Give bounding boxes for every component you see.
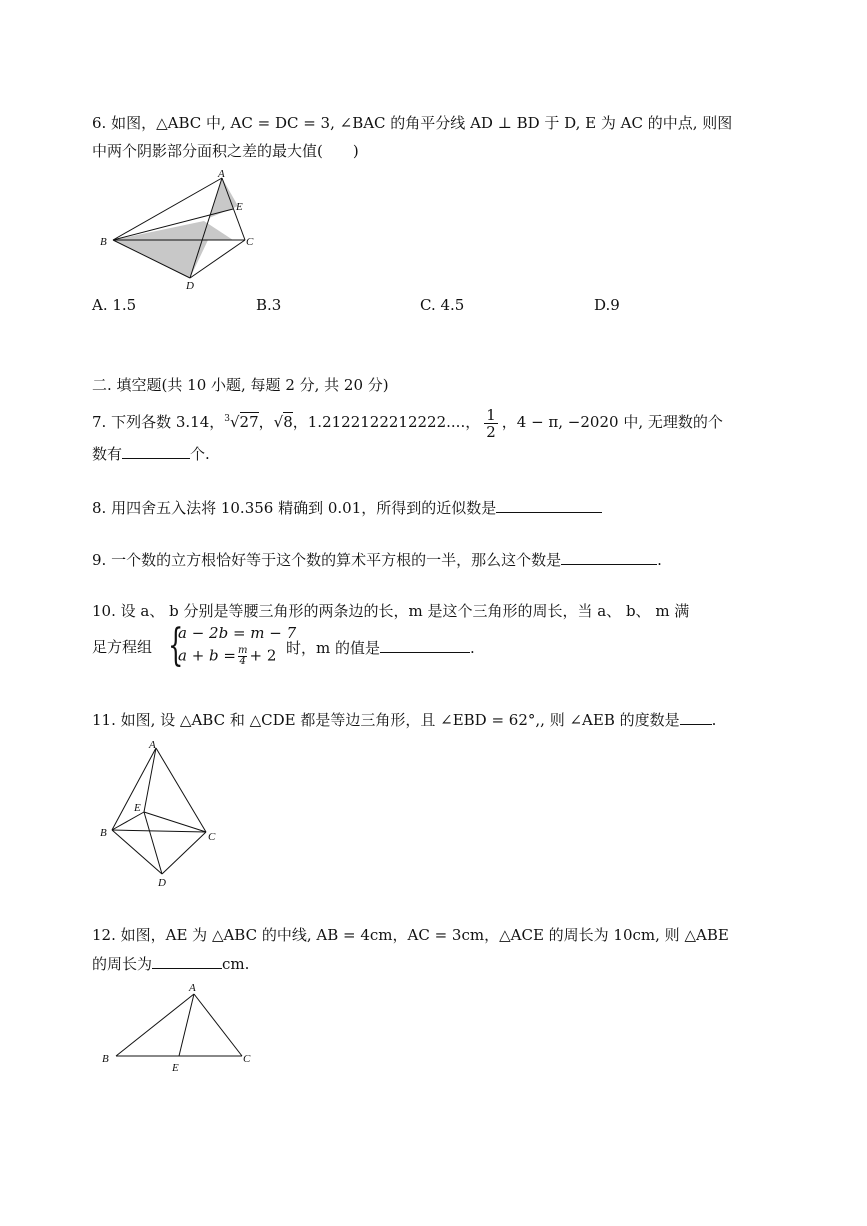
q10-line2-mid: 时，m 的值是	[286, 639, 380, 657]
q6-shaded-triangle-top	[209, 178, 238, 218]
q10-eq2-right: + 2	[249, 646, 277, 665]
q6-label-a: A	[218, 168, 225, 180]
q7-frac-num: 1	[486, 405, 496, 424]
q7-suffix: ，4 − π, −2020 中, 无理数的个	[501, 413, 723, 431]
q7-line2-suffix: 个.	[190, 445, 210, 463]
q7-sep: ，	[258, 413, 274, 431]
section-title: 二. 填空题(共 10 小题, 每题 2 分, 共 20 分)	[92, 376, 389, 394]
q12-label-e: E	[172, 1062, 179, 1074]
q12-line2-suffix: cm.	[222, 955, 250, 973]
q7-frac-den: 2	[486, 422, 496, 441]
q6-label-b: B	[100, 236, 107, 248]
q10-eq2-frac	[238, 646, 247, 667]
q12-figure	[96, 978, 266, 1074]
q8-text: 8. 用四舍五入法将 10.356 精确到 0.01，所得到的近似数是	[92, 499, 497, 517]
q6-label-c: C	[246, 236, 254, 248]
q8-line	[92, 496, 602, 519]
q12-label-a: A	[189, 982, 196, 994]
q7-line2-prefix: 数有	[92, 445, 123, 463]
q11-text: 11. 如图, 设 △ABC 和 △CDE 都是等边三角形，且 ∠EBD = 62°,, 则 ∠AEB 的度数是	[92, 711, 680, 729]
q6-label-e: E	[236, 201, 243, 213]
q7-line2	[92, 442, 210, 465]
q11-end: .	[711, 711, 717, 729]
q12-line2	[92, 952, 249, 975]
q12-label-c: C	[243, 1053, 251, 1065]
q12-label-b: B	[102, 1053, 109, 1065]
q7-answer-blank[interactable]	[122, 442, 190, 459]
q6-option-d[interactable]: D.9	[594, 296, 620, 314]
q11-label-a: A	[149, 739, 156, 751]
q6-line1: 6. 如图，△ABC 中, AC = DC = 3, ∠BAC 的角平分线 AD ⊥ BD 于 D, E 为 AC 的中点, 则图	[92, 114, 733, 132]
q6-option-b[interactable]: B.3	[256, 296, 282, 314]
q9-text: 9. 一个数的立方根恰好等于这个数的算术平方根的一半，那么这个数是	[92, 551, 562, 569]
q7-sqrt-sign: √	[273, 413, 284, 431]
q11-answer-blank[interactable]	[680, 708, 712, 725]
q7-cuberoot-value: 27	[239, 413, 259, 431]
q9-line	[92, 548, 662, 571]
q10-line2-tail	[286, 636, 475, 659]
q7-cuberoot-sign: √	[229, 413, 240, 431]
q11-label-e: E	[134, 802, 141, 814]
q11-figure	[96, 736, 226, 892]
q6-option-c[interactable]: C. 4.5	[420, 296, 465, 314]
q9-answer-blank[interactable]	[561, 548, 657, 565]
q10-eq2-den: 4	[239, 656, 246, 667]
q7-root-index: 3	[224, 414, 230, 424]
q10-answer-blank[interactable]	[380, 636, 470, 653]
q7-mid: ，1.2122122212222....，	[292, 413, 481, 431]
q6-line2: 中两个阴影部分面积之差的最大值( )	[92, 142, 359, 160]
q10-eq2	[178, 646, 276, 667]
q7-sqrt-value: 8	[283, 413, 293, 431]
q12-line2-prefix: 的周长为	[92, 955, 153, 973]
q10-eq2-num: m	[238, 645, 248, 656]
q7-prefix: 7. 下列各数 3.14，	[92, 413, 225, 431]
q8-answer-blank[interactable]	[496, 496, 602, 513]
q6-option-a[interactable]: A. 1.5	[92, 296, 137, 314]
q6-figure	[96, 168, 266, 290]
q10-system-brace: {	[168, 620, 184, 671]
q12-line1: 12. 如图，AE 为 △ABC 的中线, AB = 4cm，AC = 3cm，△ACE 的周长为 10cm, 则 △ABE	[92, 926, 729, 944]
q10-eq2-left: a + b =	[178, 646, 236, 665]
q10-end: .	[470, 639, 475, 657]
q10-line1: 10. 设 a、 b 分别是等腰三角形的两条边的长，m 是这个三角形的周长，当 a、 b、 m 满	[92, 602, 690, 620]
q9-end: .	[657, 551, 662, 569]
q7-fraction	[484, 407, 498, 440]
q10-line2-prefix: 足方程组	[92, 638, 153, 656]
q6-label-d: D	[186, 280, 194, 290]
q7-line1	[92, 402, 723, 440]
q10-eq1: a − 2b = m − 7	[178, 624, 297, 642]
q11-label-b: B	[100, 827, 107, 839]
q11-line	[92, 708, 716, 731]
q11-label-c: C	[208, 831, 216, 843]
q11-label-d: D	[158, 877, 166, 889]
q6-shaded-triangle-lower	[113, 240, 208, 278]
q12-answer-blank[interactable]	[152, 952, 222, 969]
q6-shaded-triangle-left	[113, 221, 233, 240]
